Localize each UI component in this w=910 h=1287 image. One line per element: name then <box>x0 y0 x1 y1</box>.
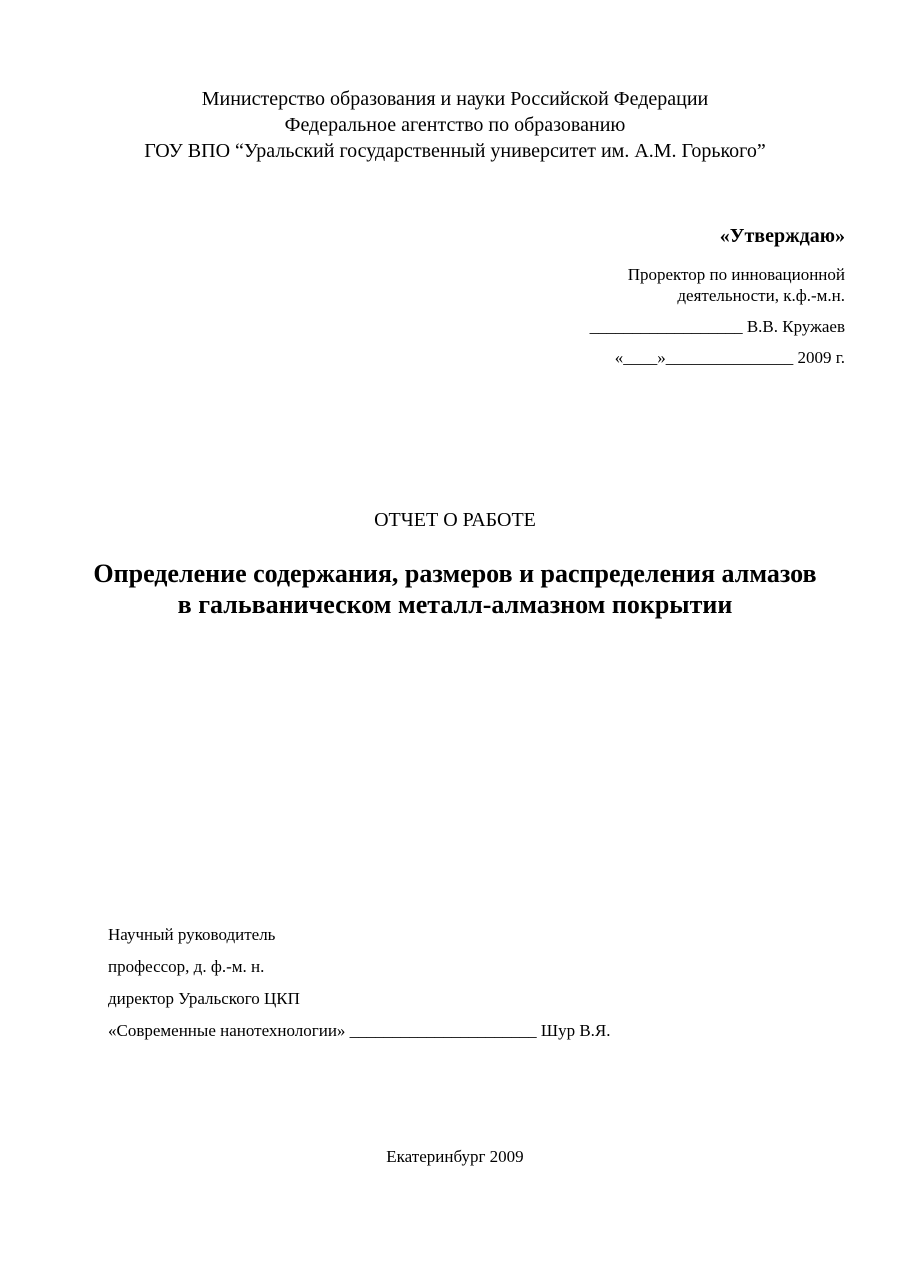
report-label: ОТЧЕТ О РАБОТЕ <box>374 509 536 531</box>
city-year-footer: Екатеринбург 2009 <box>386 1147 524 1166</box>
university-line: ГОУ ВПО “Уральский государственный университет им. А.М. Горького” <box>144 140 766 162</box>
approval-date-line: «____»_______________ 2009 г. <box>614 348 845 367</box>
supervisor-signature-line: «Современные нанотехнологии» ______________________ Шур В.Я. <box>108 1021 611 1040</box>
supervisor-degree: профессор, д. ф.-м. н. <box>108 957 265 976</box>
report-title <box>0 558 910 620</box>
approver-position-line2: деятельности, к.ф.-м.н. <box>677 286 845 305</box>
ministry-line: Министерство образования и науки Российской Федерации <box>201 88 709 110</box>
report-title-line2: в гальваническом металл-алмазном покрытии <box>177 590 733 619</box>
approver-position-line1: Проректор по инновационной <box>627 265 845 284</box>
approval-title: «Утверждаю» <box>719 225 845 247</box>
report-title-line1: Определение содержания, размеров и распределения алмазов <box>93 559 817 588</box>
supervisor-role: Научный руководитель <box>108 925 276 944</box>
approver-signature-line: __________________ В.В. Кружаев <box>589 317 845 336</box>
supervisor-position: директор Уральского ЦКП <box>108 989 300 1008</box>
organization-header <box>0 86 910 164</box>
agency-line: Федеральное агентство по образованию <box>284 114 626 136</box>
approval-block <box>485 224 845 369</box>
supervisor-block <box>108 924 611 1052</box>
